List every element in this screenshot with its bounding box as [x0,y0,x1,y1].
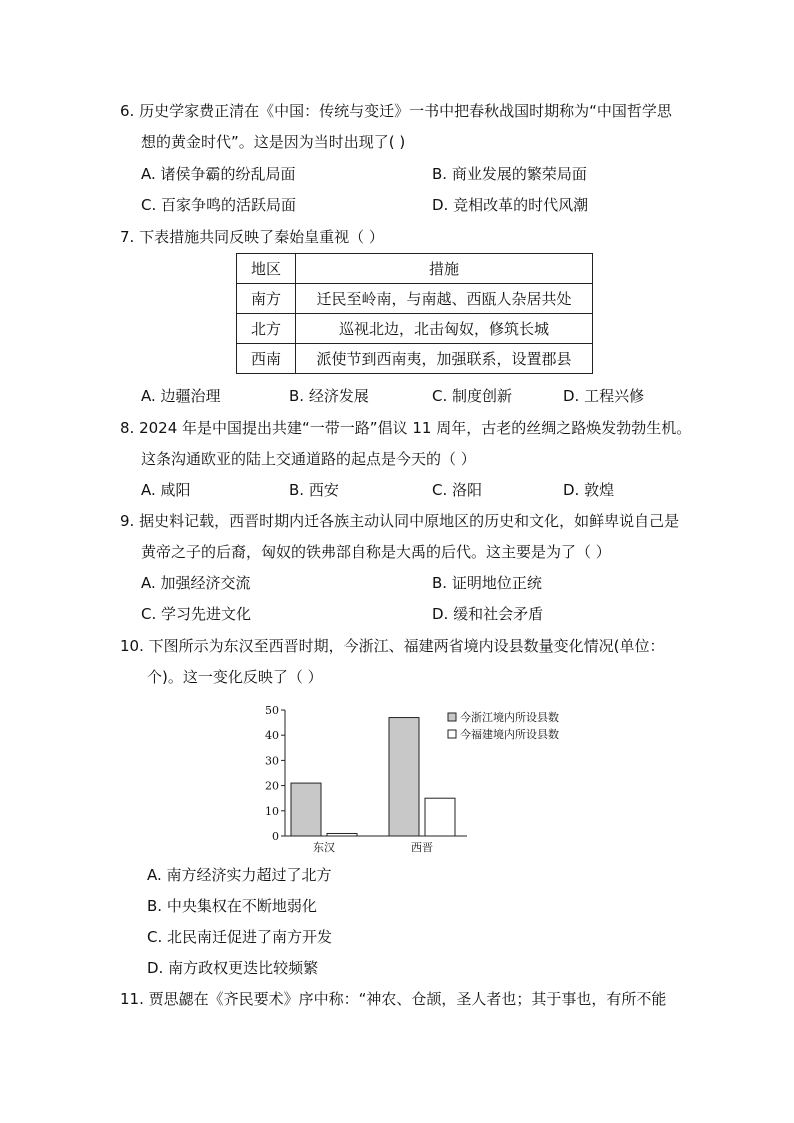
q8-option-c: C. 洛阳 [432,481,483,499]
table-cell-measure: 派使节到西南夷，加强联系，设置郡县 [296,344,593,374]
q7-option-d: D. 工程兴修 [563,387,645,405]
q7-option-a: A. 边疆治理 [141,387,221,405]
q6-option-b: B. 商业发展的繁荣局面 [432,165,587,183]
q9-option-c: C. 学习先进文化 [141,605,252,623]
y-tick-label: 50 [265,704,279,717]
table-header-measures: 措施 [296,254,593,284]
table-row [237,314,593,344]
legend-swatch [448,730,456,738]
q9-option-d: D. 缓和社会矛盾 [432,605,544,623]
q8-option-d: D. 敦煌 [563,481,615,499]
q6-stem-line2: 想的黄金时代”。这是因为当时出现了( ) [141,133,406,151]
bar [291,783,321,836]
q7-stem-line1: 7. 下表措施共同反映了秦始皇重视（ ） [120,228,384,246]
y-tick-label: 0 [272,830,279,843]
table-cell-region: 北方 [237,314,296,344]
table-cell-measure: 迁民至岭南，与南越、西瓯人杂居共处 [296,284,593,314]
y-tick-label: 40 [265,729,279,743]
q6-stem-line1: 6. 历史学家费正清在《中国：传统与变迁》一书中把春秋战国时期称为“中国哲学思 [120,102,672,120]
q9-option-a: A. 加强经济交流 [141,574,251,592]
legend-label: 今福建境内所设县数 [460,728,559,741]
q7-option-b: B. 经济发展 [289,387,369,405]
bar [389,718,419,836]
q11-stem-line1: 11. 贾思勰在《齐民要术》序中称：“神农、仓颉，圣人者也；其于事也，有所不能 [120,990,667,1008]
q9-stem-line2: 黄帝之子的后裔，匈奴的铁弗部自称是大禹的后代。这主要是为了（ ） [141,543,611,561]
x-tick-label: 东汉 [313,841,335,854]
q9-option-b: B. 证明地位正统 [432,574,542,592]
x-tick-label: 西晋 [411,841,433,854]
q6-option-a: A. 诸侯争霸的纷乱局面 [141,165,296,183]
y-tick-label: 10 [265,804,279,818]
q8-option-b: B. 西安 [289,481,339,499]
y-tick-label: 30 [265,754,279,768]
table-cell-region: 南方 [237,284,296,314]
table-cell-measure: 巡视北边，北击匈奴，修筑长城 [296,314,593,344]
table-header-row [237,254,593,284]
bar [425,798,455,836]
q8-stem-line1: 8. 2024 年是中国提出共建“一带一路”倡议 11 周年，古老的丝绸之路焕发勃勃生机。 [120,419,692,437]
q7-option-c: C. 制度创新 [432,387,513,405]
q10-option-c: C. 北民南迁促进了南方开发 [147,928,333,946]
q10-option-b: B. 中央集权在不断地弱化 [147,897,317,915]
q8-stem-line2: 这条沟通欧亚的陆上交通道路的起点是今天的（ ） [141,450,476,468]
y-tick-label: 20 [265,779,279,793]
q8-option-a: A. 咸阳 [141,481,191,499]
q9-stem-line1: 9. 据史料记载，西晋时期内迁各族主动认同中原地区的历史和文化，如鲜卑说自己是 [120,512,680,530]
table-row [237,284,593,314]
legend-swatch [448,713,456,721]
legend-label: 今浙江境内所设县数 [460,711,559,724]
county-count-bar-chart [255,698,595,858]
q10-stem-line1: 10. 下图所示为东汉至西晋时期，今浙江、福建两省境内设县数量变化情况(单位： [120,637,665,655]
q6-option-c: C. 百家争鸣的活跃局面 [141,196,297,214]
q10-option-d: D. 南方政权更迭比较频繁 [147,959,319,977]
q6-option-d: D. 竞相改革的时代风潮 [432,196,589,214]
table-cell-region: 西南 [237,344,296,374]
q7-measures-table [236,253,593,374]
q10-option-a: A. 南方经济实力超过了北方 [147,866,332,884]
table-header-region: 地区 [237,254,296,284]
bar [327,833,357,836]
table-row [237,344,593,374]
q10-stem-line2: 个)。这一变化反映了（ ） [147,668,323,686]
